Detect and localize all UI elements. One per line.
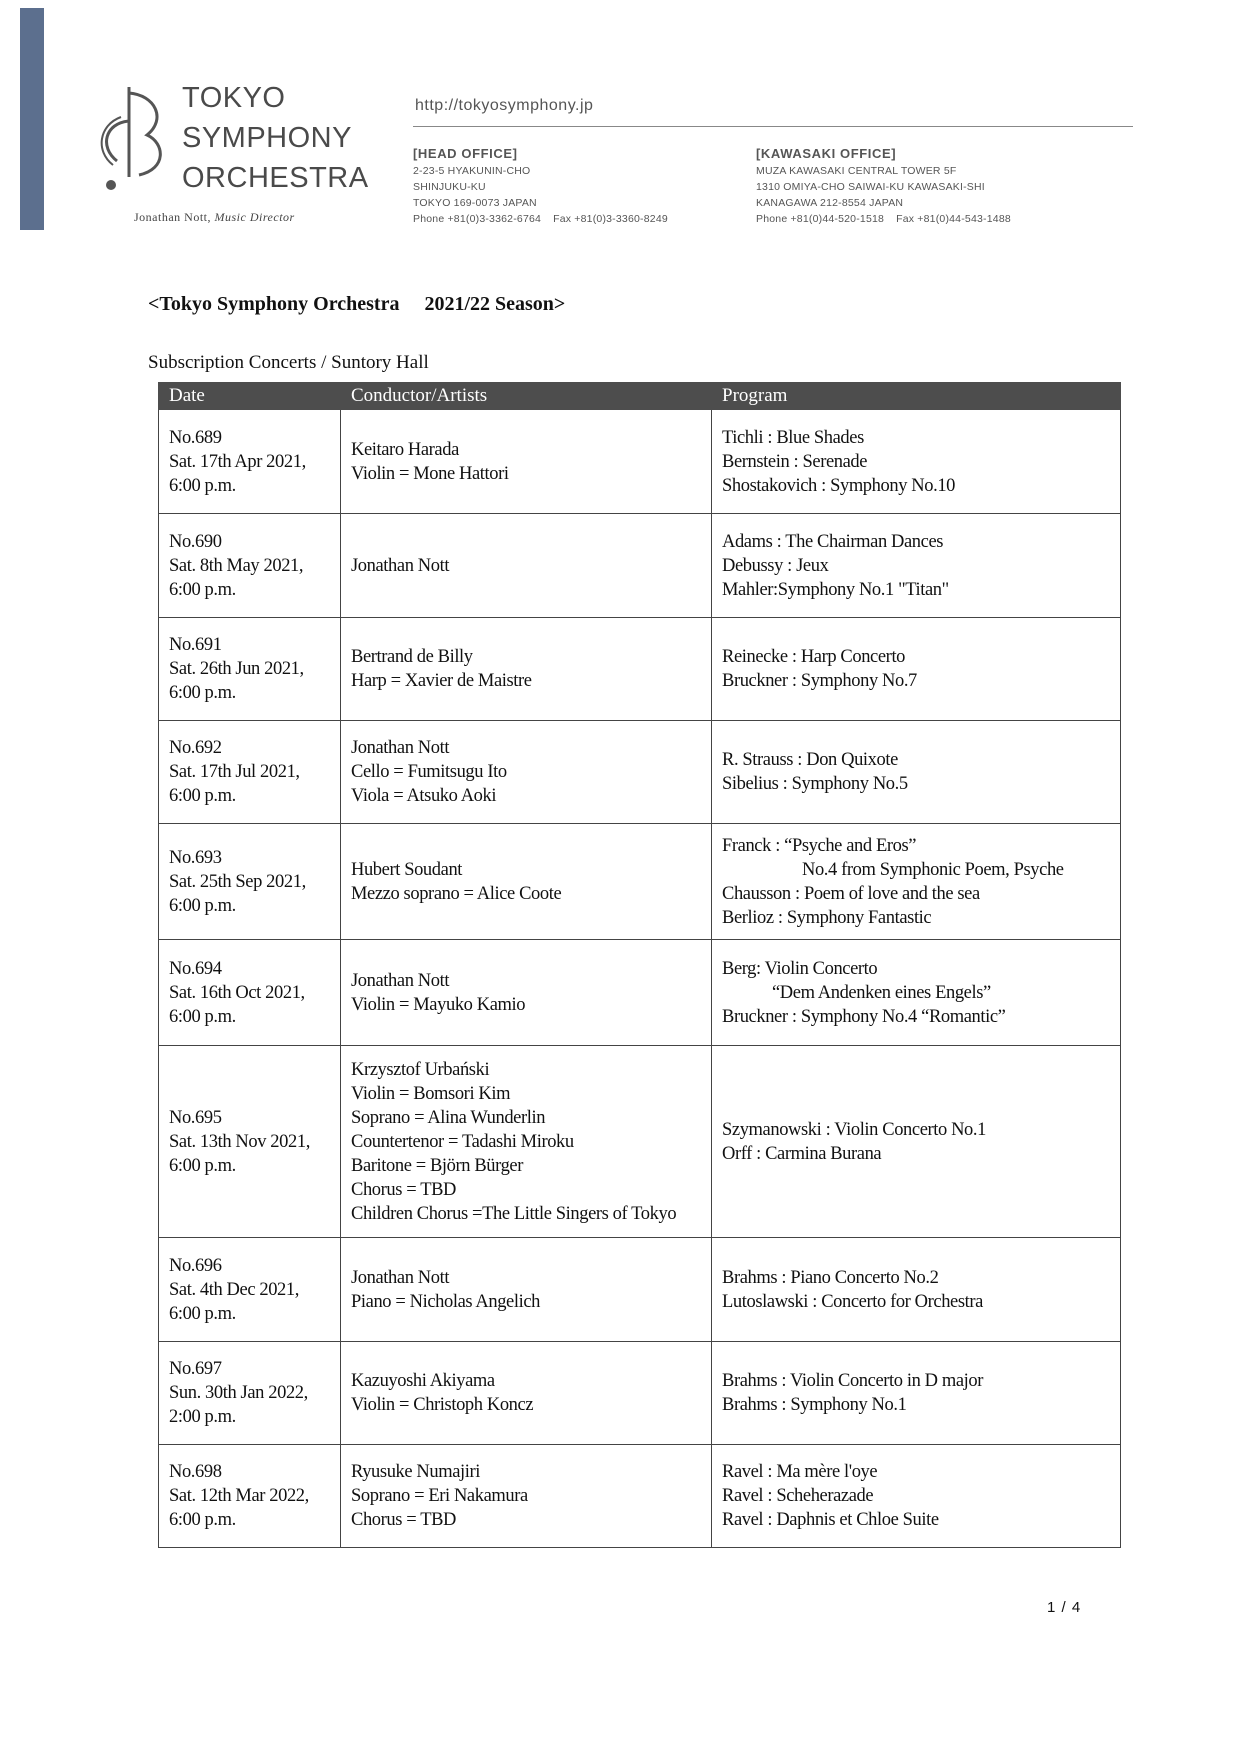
program-line: Ravel : Ma mère l'oye (722, 1462, 878, 1482)
program-cell (712, 1238, 1121, 1342)
date-cell (159, 514, 341, 618)
music-director (134, 210, 295, 225)
address-line: 1310 OMIYA-CHO SAIWAI-KU KAWASAKI-SHI (756, 181, 985, 193)
fax-number: Fax +81(0)3-3360-8249 (553, 213, 668, 225)
contact-line (756, 211, 1023, 227)
program-line: Brahms : Piano Concerto No.2 (722, 1267, 939, 1288)
address-line: SHINJUKU-KU (413, 181, 486, 193)
concert-time: 2:00 p.m. (169, 1407, 236, 1427)
artist-line: Chorus = TBD (351, 1510, 456, 1530)
program-line: Ravel : Scheherazade (722, 1486, 874, 1506)
date-cell (159, 1445, 341, 1548)
program-line: Tichli : Blue Shades (722, 427, 864, 448)
program-line: Orff : Carmina Burana (722, 1143, 882, 1164)
program-line: Franck : “Psyche and Eros” (722, 835, 917, 856)
table-row (159, 1238, 1121, 1342)
artists-cell (341, 1445, 712, 1548)
column-header-artists: Conductor/Artists (341, 383, 712, 410)
concert-time: 6:00 p.m. (169, 579, 236, 600)
program-line: Brahms : Violin Concerto in D major (722, 1371, 983, 1391)
header-divider (413, 126, 1133, 127)
artists-cell (341, 721, 712, 824)
artists-cell (341, 410, 712, 514)
program-line: Bernstein : Serenade (722, 451, 868, 472)
artist-line: Countertenor = Tadashi Miroku (351, 1131, 574, 1152)
program-line: Reinecke : Harp Concerto (722, 647, 906, 667)
concert-date: Sat. 4th Dec 2021, (169, 1279, 299, 1300)
artist-line: Viola = Atsuko Aoki (351, 786, 497, 806)
address-line: KANAGAWA 212-8554 JAPAN (756, 197, 904, 209)
season-title: <Tokyo Symphony Orchestra 2021/22 Season> (148, 293, 566, 315)
artist-line: Harp = Xavier de Maistre (351, 671, 532, 691)
program-line: Shostakovich : Symphony No.10 (722, 475, 956, 496)
orchestra-logo-icon (95, 85, 175, 197)
director-name: Jonathan Nott, (134, 210, 211, 224)
concert-time: 6:00 p.m. (169, 1006, 236, 1027)
concert-number: No.691 (169, 635, 222, 655)
artist-line: Violin = Christoph Koncz (351, 1395, 534, 1415)
program-line: Ravel : Daphnis et Chloe Suite (722, 1510, 939, 1530)
head-office-title: [HEAD OFFICE] (413, 146, 518, 161)
artist-line: Jonathan Nott (351, 1267, 450, 1288)
artist-line: Jonathan Nott (351, 555, 450, 576)
website-link[interactable]: http://tokyosymphony.jp (415, 97, 594, 114)
artist-line: Keitaro Harada (351, 439, 459, 460)
program-line: Berlioz : Symphony Fantastic (722, 907, 932, 928)
artist-line: Violin = Mone Hattori (351, 463, 509, 484)
concert-schedule-table (158, 382, 1121, 1548)
director-role: Music Director (214, 210, 295, 224)
table-row (159, 1342, 1121, 1445)
concert-date: Sat. 8th May 2021, (169, 555, 304, 576)
concert-number: No.689 (169, 427, 222, 448)
artist-line: Bertrand de Billy (351, 647, 473, 667)
artists-cell (341, 1238, 712, 1342)
column-header-program: Program (712, 383, 1121, 410)
program-cell (712, 940, 1121, 1046)
concert-number: No.698 (169, 1462, 222, 1482)
phone-number: Phone +81(0)3-3362-6764 (413, 213, 542, 225)
artist-line: Baritone = Björn Bürger (351, 1155, 523, 1176)
concert-time: 6:00 p.m. (169, 1303, 236, 1324)
artist-line: Violin = Bomsori Kim (351, 1083, 511, 1104)
program-line: Mahler:Symphony No.1 "Titan" (722, 579, 949, 600)
venue-section-label: Subscription Concerts / Suntory Hall (148, 352, 429, 373)
table-row (159, 940, 1121, 1046)
concert-time: 6:00 p.m. (169, 895, 236, 916)
artists-cell (341, 618, 712, 721)
program-cell (712, 1046, 1121, 1238)
head-office-block (413, 145, 680, 227)
date-cell (159, 1238, 341, 1342)
program-line: Lutoslawski : Concerto for Orchestra (722, 1291, 983, 1312)
concert-date: Sat. 13th Nov 2021, (169, 1131, 310, 1152)
contact-line (413, 211, 680, 227)
program-cell (712, 618, 1121, 721)
address-line: MUZA KAWASAKI CENTRAL TOWER 5F (756, 165, 957, 177)
program-cell (712, 410, 1121, 514)
artists-cell (341, 514, 712, 618)
date-cell (159, 824, 341, 940)
artist-line: Chorus = TBD (351, 1179, 456, 1200)
program-line: Bruckner : Symphony No.7 (722, 671, 917, 691)
concert-number: No.697 (169, 1359, 222, 1379)
program-cell (712, 514, 1121, 618)
artist-line: Jonathan Nott (351, 738, 450, 758)
concert-number: No.693 (169, 847, 222, 868)
address-line: TOKYO 169-0073 JAPAN (413, 197, 537, 209)
table-row (159, 1046, 1121, 1238)
concert-time: 6:00 p.m. (169, 475, 236, 496)
table-row (159, 618, 1121, 721)
artist-line: Hubert Soudant (351, 859, 463, 880)
program-line: “Dem Andenken eines Engels” (772, 982, 991, 1003)
artists-cell (341, 940, 712, 1046)
artist-line: Kazuyoshi Akiyama (351, 1371, 495, 1391)
date-cell (159, 410, 341, 514)
artist-line: Jonathan Nott (351, 970, 450, 991)
table-row (159, 824, 1121, 940)
artists-cell (341, 1046, 712, 1238)
concert-number: No.694 (169, 958, 222, 979)
letterhead-side-bar (20, 8, 44, 230)
concert-date: Sat. 17th Jul 2021, (169, 762, 300, 782)
column-header-date: Date (159, 383, 341, 410)
program-cell (712, 721, 1121, 824)
program-cell (712, 824, 1121, 940)
concert-number: No.696 (169, 1255, 222, 1276)
concert-number: No.695 (169, 1107, 222, 1128)
program-cell (712, 1445, 1121, 1548)
concert-time: 6:00 p.m. (169, 786, 236, 806)
date-cell (159, 940, 341, 1046)
concert-date: Sat. 17th Apr 2021, (169, 451, 306, 472)
program-line: R. Strauss : Don Quixote (722, 750, 898, 770)
page-number: 1 / 4 (1047, 1599, 1082, 1616)
kawasaki-office-title: [KAWASAKI OFFICE] (756, 146, 897, 161)
artist-line: Soprano = Alina Wunderlin (351, 1107, 546, 1128)
logo-line: TOKYO (182, 82, 286, 114)
artist-line: Ryusuke Numajiri (351, 1462, 481, 1482)
orchestra-logo-text (182, 78, 369, 198)
artist-line: Violin = Mayuko Kamio (351, 994, 526, 1015)
program-line: Berg: Violin Concerto (722, 958, 878, 979)
concert-date: Sat. 16th Oct 2021, (169, 982, 305, 1003)
artist-line: Piano = Nicholas Angelich (351, 1291, 541, 1312)
artists-cell (341, 824, 712, 940)
concert-number: No.690 (169, 531, 222, 552)
date-cell (159, 618, 341, 721)
artist-line: Soprano = Eri Nakamura (351, 1486, 528, 1506)
table-row (159, 410, 1121, 514)
table-header-row (159, 383, 1121, 410)
phone-number: Phone +81(0)44-520-1518 (756, 213, 885, 225)
table-row (159, 721, 1121, 824)
concert-date: Sat. 26th Jun 2021, (169, 659, 304, 679)
address-line: 2-23-5 HYAKUNIN-CHO (413, 165, 531, 177)
artist-line: Children Chorus =The Little Singers of Tokyo (351, 1203, 677, 1224)
concert-date: Sat. 25th Sep 2021, (169, 871, 306, 892)
program-line: Adams : The Chairman Dances (722, 531, 944, 552)
program-line: Szymanowski : Violin Concerto No.1 (722, 1119, 986, 1140)
program-cell (712, 1342, 1121, 1445)
fax-number: Fax +81(0)44-543-1488 (896, 213, 1011, 225)
concert-number: No.692 (169, 738, 222, 758)
date-cell (159, 1046, 341, 1238)
logo-line: SYMPHONY (182, 122, 352, 154)
artist-line: Mezzo soprano = Alice Coote (351, 883, 562, 904)
program-line: Bruckner : Symphony No.4 “Romantic” (722, 1006, 1006, 1027)
concert-date: Sun. 30th Jan 2022, (169, 1383, 308, 1403)
date-cell (159, 721, 341, 824)
concert-time: 6:00 p.m. (169, 1510, 236, 1530)
concert-time: 6:00 p.m. (169, 683, 236, 703)
artist-line: Cello = Fumitsugu Ito (351, 762, 507, 782)
program-line: Sibelius : Symphony No.5 (722, 774, 908, 794)
program-line: Chausson : Poem of love and the sea (722, 883, 980, 904)
concert-date: Sat. 12th Mar 2022, (169, 1486, 309, 1506)
artists-cell (341, 1342, 712, 1445)
kawasaki-office-block (756, 145, 1023, 227)
program-line: No.4 from Symphonic Poem, Psyche (802, 859, 1064, 880)
date-cell (159, 1342, 341, 1445)
concert-time: 6:00 p.m. (169, 1155, 236, 1176)
table-row (159, 1445, 1121, 1548)
program-line: Debussy : Jeux (722, 555, 829, 576)
artist-line: Krzysztof Urbański (351, 1059, 490, 1080)
table-row (159, 514, 1121, 618)
logo-line: ORCHESTRA (182, 162, 369, 194)
program-line: Brahms : Symphony No.1 (722, 1395, 907, 1415)
